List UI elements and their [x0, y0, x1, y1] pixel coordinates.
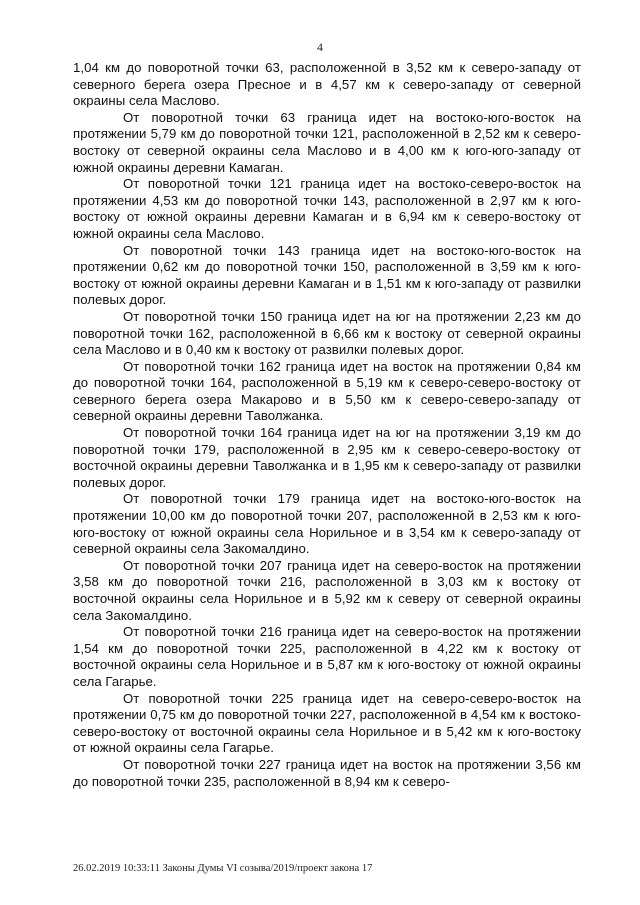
document-footer: 26.02.2019 10:33:11 Законы Думы VI созыва/2019/проект закона 17 [73, 863, 373, 874]
paragraph: От поворотной точки 143 граница идет на востоко-юго-восток на протяжении 0,62 км до поворотной точки 150, расположенной в 3,59 км к юго-востоку от южной окраины деревни Камаган и в 1,51 км к юго-западу от развилки полевых дорог. [73, 242, 581, 308]
paragraph: От поворотной точки 164 граница идет на юг на протяжении 3,19 км до поворотной точки 179, расположенной в 2,95 км к северо-северо-востоку от восточной окраины деревни Таволжанка и в 1,95 км к северо-западу от развилки полевых дорог. [73, 425, 581, 490]
paragraph: От поворотной точки 121 граница идет на востоко-северо-восток на протяжении 4,53 км до поворотной точки 143, расположенной в 2,97 км к юго-востоку от южной окраины деревни Камаган и в 6,94 км к северо-востоку от южной окраины села Маслово. [73, 176, 581, 241]
paragraph: 1,04 км до поворотной точки 63, расположенной в 3,52 км к северо-западу от северного берега озера Пресное и в 4,57 км к северо-западу от северной окраины села Маслово. [73, 60, 581, 109]
paragraph: От поворотной точки 63 граница идет на востоко-юго-восток на протяжении 5,79 км до поворотной точки 121, расположенной в 2,52 км к северо-востоку от северной окраины села Маслово и в 4,00 км к юго-юго-западу от южной окраины деревни Камаган. [73, 109, 581, 175]
paragraph: От поворотной точки 162 граница идет на восток на протяжении 0,84 км до поворотной точки 164, расположенной в 5,19 км к северо-северо-востоку от северного берега озера Макарово и в 5,50 км к северо-северо-западу от северной окраины деревни Таволжанка. [73, 358, 581, 424]
page-number: 4 [317, 40, 323, 54]
paragraph: От поворотной точки 227 граница идет на восток на протяжении 3,56 км до поворотной точки 235, расположенной в 8,94 км к северо- [73, 756, 581, 789]
paragraph: От поворотной точки 207 граница идет на северо-восток на протяжении 3,58 км до поворотной точки 216, расположенной в 3,03 км к востоку от восточной окраины села Норильное и в 5,92 км к северу от северной окраины села Закомалдино. [73, 557, 581, 623]
document-body [73, 60, 581, 790]
paragraph: От поворотной точки 179 граница идет на востоко-юго-восток на протяжении 10,00 км до поворотной точки 207, расположенной в 2,53 км к юго-юго-востоку от южной окраины села Норильное и в 3,54 км к северо-западу от северной окраины села Закомалдино. [73, 491, 581, 557]
paragraph: От поворотной точки 150 граница идет на юг на протяжении 2,23 км до поворотной точки 162, расположенной в 6,66 км к востоку от северной окраины села Маслово и в 0,40 км к востоку от развилки полевых дорог. [73, 308, 581, 358]
paragraph: От поворотной точки 216 граница идет на северо-восток на протяжении 1,54 км до поворотной точки 225, расположенной в 4,22 км к востоку от восточной окраины села Норильное и в 5,87 км к юго-востоку от южной окраины села Гагарье. [73, 624, 581, 689]
paragraph: От поворотной точки 225 граница идет на северо-северо-восток на протяжении 0,75 км до поворотной точки 227, расположенной в 4,54 км к востоко-северо-востоку от восточной окраины села Норильное и в 5,42 км к юго-востоку от южной окраины села Гагарье. [73, 690, 581, 756]
